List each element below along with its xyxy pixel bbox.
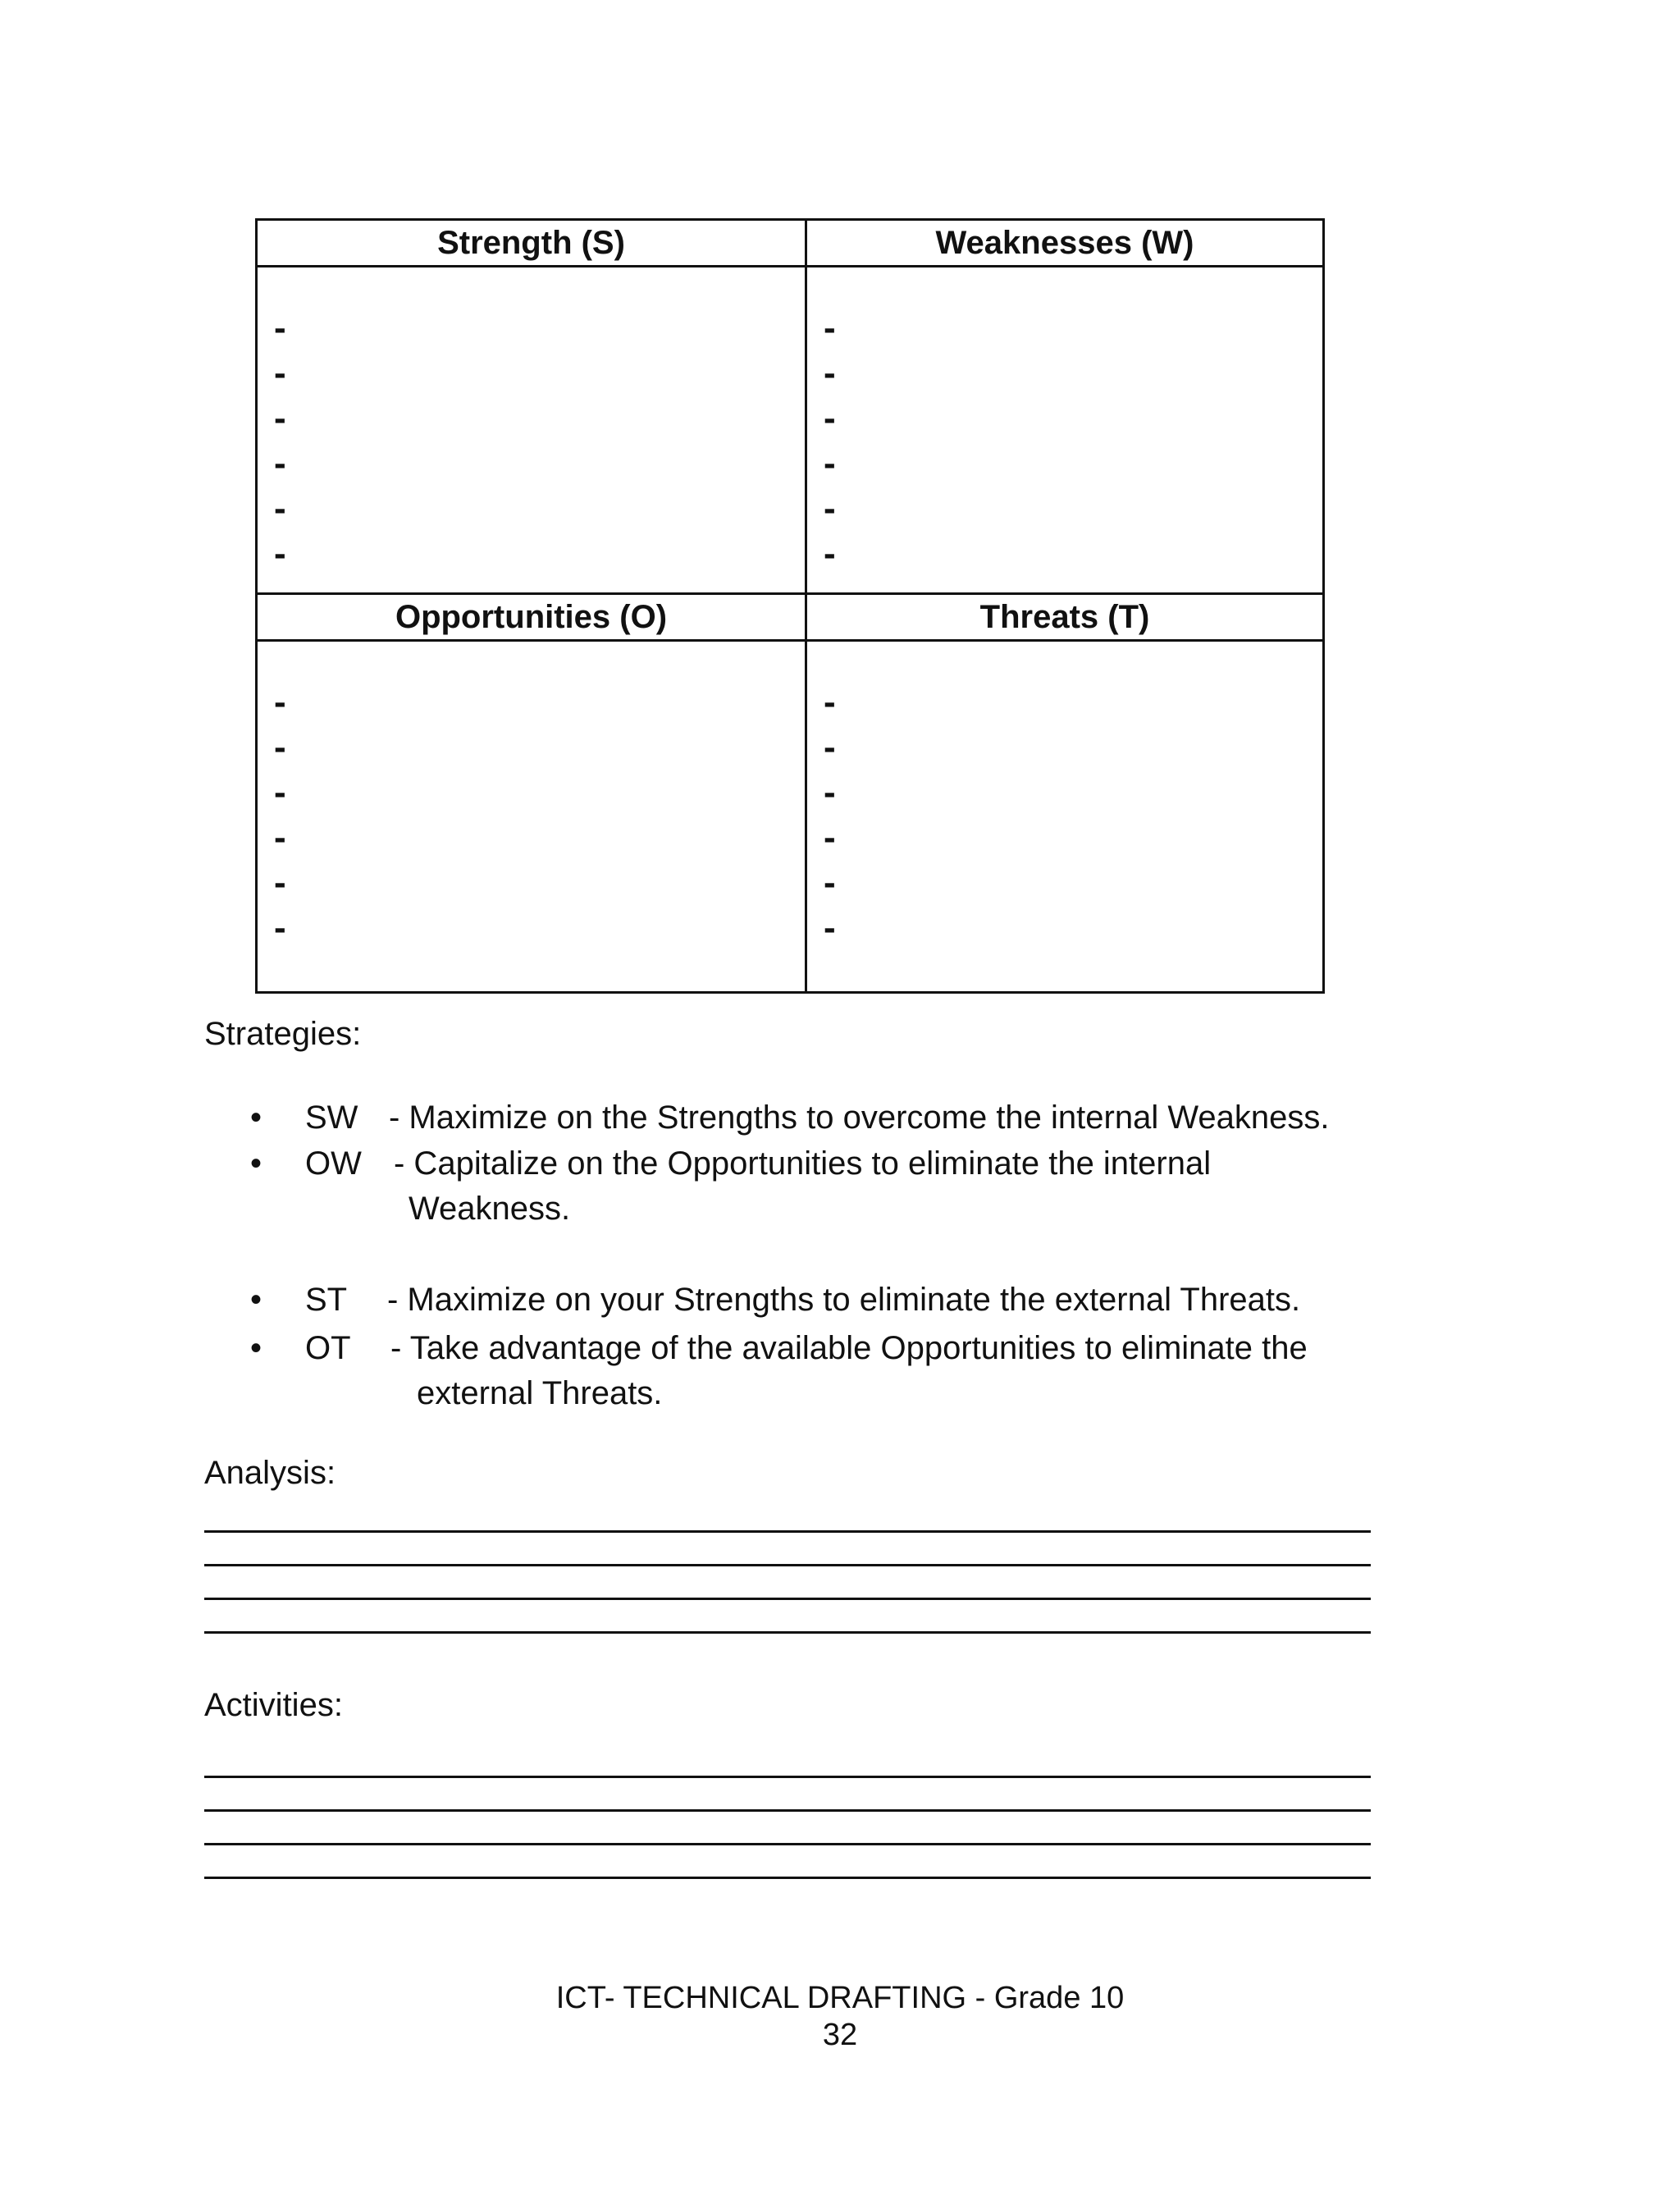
weaknesses-item: - bbox=[824, 533, 836, 574]
answer-line[interactable] bbox=[204, 1845, 1371, 1879]
threats-item: - bbox=[824, 862, 836, 903]
threats-item: - bbox=[824, 727, 836, 767]
opportunities-cell[interactable] bbox=[257, 641, 806, 993]
weaknesses-header: Weaknesses (W) bbox=[806, 220, 1324, 267]
strength-cell[interactable] bbox=[257, 267, 806, 594]
weaknesses-item: - bbox=[824, 488, 836, 528]
analysis-lines[interactable] bbox=[204, 1499, 1371, 1634]
strategy-description: - Capitalize on the Opportunities to eliminate the internal bbox=[394, 1145, 1212, 1182]
footer-title: ICT- TECHNICAL DRAFTING - Grade 10 bbox=[555, 1981, 1125, 2015]
answer-line[interactable] bbox=[204, 1600, 1371, 1634]
activities-lines[interactable] bbox=[204, 1744, 1371, 1879]
opportunities-item: - bbox=[274, 908, 286, 948]
answer-line[interactable] bbox=[204, 1778, 1371, 1812]
opportunities-header: Opportunities (O) bbox=[257, 594, 806, 641]
analysis-label: Analysis: bbox=[204, 1455, 336, 1491]
strategy-description-cont: external Threats. bbox=[417, 1375, 663, 1411]
strategy-code: OT bbox=[305, 1330, 351, 1366]
strategy-code: ST bbox=[305, 1282, 348, 1318]
activities-label: Activities: bbox=[204, 1687, 343, 1723]
strategy-description-cont: Weakness. bbox=[409, 1191, 571, 1227]
answer-line[interactable] bbox=[204, 1812, 1371, 1845]
strength-item: - bbox=[274, 443, 286, 483]
threats-item: - bbox=[824, 908, 836, 948]
threats-item: - bbox=[824, 682, 836, 722]
opportunities-item: - bbox=[274, 862, 286, 903]
strategies-label: Strategies: bbox=[204, 1016, 362, 1052]
opportunities-item: - bbox=[274, 727, 286, 767]
opportunities-item: - bbox=[274, 772, 286, 812]
strategy-code: SW bbox=[305, 1100, 358, 1136]
opportunities-item: - bbox=[274, 817, 286, 857]
threats-cell[interactable] bbox=[806, 641, 1324, 993]
answer-line[interactable] bbox=[204, 1744, 1371, 1778]
threats-header: Threats (T) bbox=[806, 594, 1324, 641]
weaknesses-item: - bbox=[824, 443, 836, 483]
weaknesses-item: - bbox=[824, 308, 836, 348]
weaknesses-item: - bbox=[824, 353, 836, 393]
weaknesses-item: - bbox=[824, 398, 836, 438]
page-number: 32 bbox=[822, 2018, 858, 2052]
strength-item: - bbox=[274, 308, 286, 348]
threats-item: - bbox=[824, 772, 836, 812]
strength-item: - bbox=[274, 488, 286, 528]
threats-item: - bbox=[824, 817, 836, 857]
bullet-icon: • bbox=[250, 1145, 262, 1182]
answer-line[interactable] bbox=[204, 1499, 1371, 1533]
strength-header: Strength (S) bbox=[257, 220, 806, 267]
strategy-description: - Maximize on your Strengths to eliminate the external Threats. bbox=[387, 1282, 1301, 1318]
weaknesses-cell[interactable] bbox=[806, 267, 1324, 594]
strategy-code: OW bbox=[305, 1145, 362, 1182]
strategy-description: - Take advantage of the available Opportunities to eliminate the bbox=[390, 1330, 1308, 1366]
bullet-icon: • bbox=[250, 1330, 262, 1366]
strength-item: - bbox=[274, 398, 286, 438]
opportunities-item: - bbox=[274, 682, 286, 722]
bullet-icon: • bbox=[250, 1282, 262, 1318]
answer-line[interactable] bbox=[204, 1566, 1371, 1600]
strength-item: - bbox=[274, 533, 286, 574]
strategy-description: - Maximize on the Strengths to overcome the internal Weakness. bbox=[389, 1100, 1330, 1136]
strength-item: - bbox=[274, 353, 286, 393]
bullet-icon: • bbox=[250, 1100, 262, 1136]
swot-table bbox=[255, 218, 1325, 994]
answer-line[interactable] bbox=[204, 1533, 1371, 1566]
